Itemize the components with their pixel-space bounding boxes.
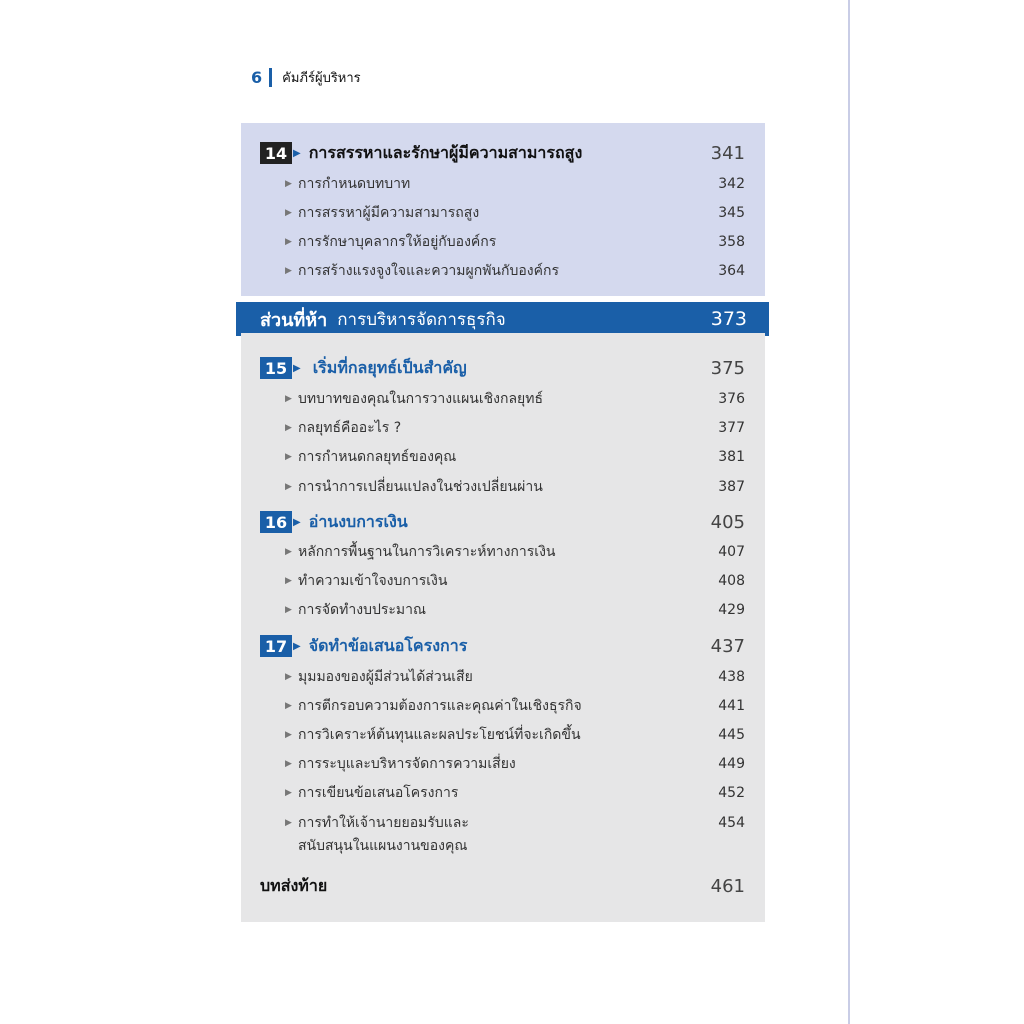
toc-item-page: 454 bbox=[718, 815, 745, 831]
toc-item-title: บทบาทของคุณในการวางแผนเชิงกลยุทธ์ bbox=[298, 391, 544, 407]
part-label: ส่วนที่ห้า bbox=[260, 309, 328, 331]
chevron-right-icon: ▶ bbox=[293, 147, 301, 159]
toc-item[interactable] bbox=[241, 722, 765, 748]
chapter-page: 437 bbox=[710, 635, 745, 657]
toc-item-title: การระบุและบริหารจัดการความเสี่ยง bbox=[298, 756, 516, 772]
toc-item-page: 364 bbox=[718, 263, 745, 279]
toc-item-page: 377 bbox=[718, 420, 745, 436]
part-page: 373 bbox=[710, 308, 747, 330]
bullet-triangle-icon: ▶ bbox=[285, 818, 292, 828]
page-number: 6 bbox=[251, 67, 263, 87]
running-header bbox=[251, 66, 361, 88]
toc-item-title: การวิเคราะห์ต้นทุนและผลประโยชน์ที่จะเกิดขึ้น bbox=[298, 727, 581, 743]
epilogue-page: 461 bbox=[710, 875, 745, 897]
chapter-number: 14 bbox=[260, 142, 292, 164]
chapter-title: การสรรหาและรักษาผู้มีความสามารถสูง bbox=[308, 142, 583, 162]
toc-item-title: การกำหนดกลยุทธ์ของคุณ bbox=[298, 449, 457, 465]
chapter-page: 405 bbox=[710, 511, 745, 533]
toc-item-page: 376 bbox=[718, 391, 745, 407]
toc-item[interactable] bbox=[241, 539, 765, 565]
toc-item-page: 452 bbox=[718, 785, 745, 801]
page-edge-line bbox=[848, 0, 850, 1024]
bullet-triangle-icon: ▶ bbox=[285, 759, 292, 769]
toc-item-title: การรักษาบุคลากรให้อยู่กับองค์กร bbox=[298, 234, 497, 250]
toc-item-page: 387 bbox=[718, 479, 745, 495]
toc-item[interactable] bbox=[241, 200, 765, 226]
toc-item-page: 445 bbox=[718, 727, 745, 743]
chapter-17-heading[interactable] bbox=[241, 631, 765, 661]
part-five-chapters bbox=[241, 333, 765, 922]
toc-item-title: มุมมองของผู้มีส่วนได้ส่วนเสีย bbox=[298, 669, 473, 685]
book-title: คัมภีร์ผู้บริหาร bbox=[282, 70, 361, 86]
toc-item[interactable] bbox=[241, 444, 765, 470]
toc-item[interactable] bbox=[241, 664, 765, 690]
toc-item[interactable] bbox=[241, 171, 765, 197]
bullet-triangle-icon: ▶ bbox=[285, 179, 292, 189]
toc-item-title: การตีกรอบความต้องการและคุณค่าในเชิงธุรกิจ bbox=[298, 698, 582, 714]
chapter-title: จัดทำข้อเสนอโครงการ bbox=[308, 635, 468, 655]
chapter-title: เริ่มที่กลยุทธ์เป็นสำคัญ bbox=[312, 357, 467, 377]
toc-item[interactable] bbox=[241, 474, 765, 500]
bullet-triangle-icon: ▶ bbox=[285, 730, 292, 740]
toc-item-page: 429 bbox=[718, 602, 745, 618]
bullet-triangle-icon: ▶ bbox=[285, 208, 292, 218]
bullet-triangle-icon: ▶ bbox=[285, 266, 292, 276]
bullet-triangle-icon: ▶ bbox=[285, 672, 292, 682]
toc-item-title: การนำการเปลี่ยนแปลงในช่วงเปลี่ยนผ่าน bbox=[298, 479, 543, 495]
toc-item-page: 449 bbox=[718, 756, 745, 772]
toc-item-title: การเขียนข้อเสนอโครงการ bbox=[298, 785, 459, 801]
bullet-triangle-icon: ▶ bbox=[285, 452, 292, 462]
chapter-16-heading[interactable] bbox=[241, 507, 765, 537]
chapter-number: 17 bbox=[260, 635, 292, 657]
toc-item-page: 438 bbox=[718, 669, 745, 685]
chevron-right-icon: ▶ bbox=[293, 640, 301, 652]
part-five-banner[interactable] bbox=[236, 302, 769, 336]
toc-item[interactable] bbox=[241, 229, 765, 255]
toc-item-page: 358 bbox=[718, 234, 745, 250]
bullet-triangle-icon: ▶ bbox=[285, 788, 292, 798]
toc-item[interactable] bbox=[241, 258, 765, 284]
header-divider bbox=[269, 68, 272, 87]
chapter-14-heading[interactable] bbox=[241, 138, 765, 168]
toc-item[interactable] bbox=[241, 568, 765, 594]
bullet-triangle-icon: ▶ bbox=[285, 394, 292, 404]
toc-item-page: 441 bbox=[718, 698, 745, 714]
toc-item-title: การจัดทำงบประมาณ bbox=[298, 602, 426, 618]
chapter-15-heading[interactable] bbox=[241, 353, 765, 383]
chapter-title: อ่านงบการเงิน bbox=[308, 511, 408, 531]
toc-item-page: 345 bbox=[718, 205, 745, 221]
toc-item-page: 408 bbox=[718, 573, 745, 589]
toc-item-title-line2: สนับสนุนในแผนงานของคุณ bbox=[298, 838, 468, 854]
toc-item-title: การสรรหาผู้มีความสามารถสูง bbox=[298, 205, 480, 221]
epilogue-title: บทส่งท้าย bbox=[260, 875, 328, 895]
toc-item-page: 342 bbox=[718, 176, 745, 192]
toc-item[interactable] bbox=[241, 751, 765, 777]
toc-item[interactable] bbox=[241, 386, 765, 412]
bullet-triangle-icon: ▶ bbox=[285, 237, 292, 247]
bullet-triangle-icon: ▶ bbox=[285, 576, 292, 586]
chapter-number: 16 bbox=[260, 511, 292, 533]
toc-item-title: หลักการพื้นฐานในการวิเคราะห์ทางการเงิน bbox=[298, 544, 556, 560]
chapter-14-section bbox=[241, 123, 765, 296]
chapter-page: 375 bbox=[710, 357, 745, 379]
toc-item-page: 407 bbox=[718, 544, 745, 560]
toc-item[interactable] bbox=[241, 780, 765, 806]
toc-item-continuation bbox=[241, 833, 765, 859]
part-title: การบริหารจัดการธุรกิจ bbox=[337, 309, 506, 330]
toc-item-page: 381 bbox=[718, 449, 745, 465]
toc-item[interactable] bbox=[241, 597, 765, 623]
toc-item-title: การกำหนดบทบาท bbox=[298, 176, 411, 192]
chapter-number: 15 bbox=[260, 357, 292, 379]
epilogue-heading[interactable] bbox=[241, 871, 765, 901]
chapter-page: 341 bbox=[710, 142, 745, 164]
bullet-triangle-icon: ▶ bbox=[285, 547, 292, 557]
toc-item-title: ทำความเข้าใจงบการเงิน bbox=[298, 573, 448, 589]
toc-item-title: การทำให้เจ้านายยอมรับและ bbox=[298, 815, 469, 831]
chevron-right-icon: ▶ bbox=[293, 516, 301, 528]
toc-item-title: กลยุทธ์คืออะไร ? bbox=[298, 420, 402, 436]
bullet-triangle-icon: ▶ bbox=[285, 423, 292, 433]
bullet-triangle-icon: ▶ bbox=[285, 605, 292, 615]
chevron-right-icon: ▶ bbox=[293, 362, 301, 374]
bullet-triangle-icon: ▶ bbox=[285, 482, 292, 492]
toc-item-title: การสร้างแรงจูงใจและความผูกพันกับองค์กร bbox=[298, 263, 559, 279]
toc-item[interactable] bbox=[241, 415, 765, 441]
toc-item[interactable] bbox=[241, 693, 765, 719]
bullet-triangle-icon: ▶ bbox=[285, 701, 292, 711]
